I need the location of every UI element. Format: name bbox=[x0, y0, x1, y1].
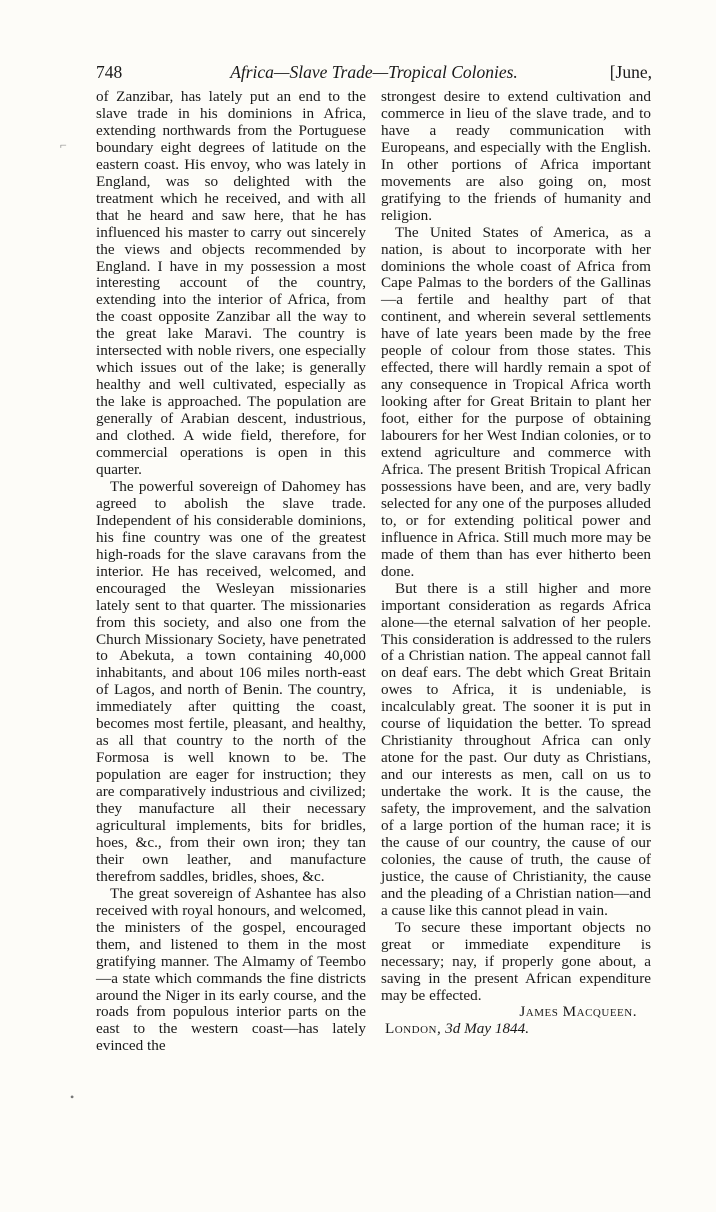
paragraph-expenditure: To secure these important objects no great or immediate expenditure is necessary; nay, if properly gone about, a saving in the present African expenditure may be effected. bbox=[381, 918, 651, 1004]
dateline-date: 3d May 1844. bbox=[445, 1020, 530, 1038]
paragraph-continuation: strongest desire to extend cultivation and commerce in lieu of the slave trade, and to have a ready communication with Europeans, and especially with the English. In other portions of Africa important movements are also going on, most gratifying to the friends of humanity and religion. bbox=[381, 88, 651, 224]
left-column bbox=[96, 89, 366, 1055]
header-month: [June, bbox=[609, 62, 652, 82]
dateline-place: London, bbox=[385, 1020, 442, 1038]
page-header bbox=[96, 62, 652, 86]
margin-bullet: • bbox=[70, 1090, 75, 1104]
running-title: Africa—Slave Trade—Tropical Colonies. bbox=[230, 62, 518, 82]
page-number: 748 bbox=[96, 62, 123, 82]
dateline bbox=[381, 1021, 651, 1038]
right-column bbox=[381, 89, 651, 1038]
author-signature: James Macqueen. bbox=[519, 1003, 637, 1021]
paragraph-salvation: But there is a still higher and more important consideration as regards Africa alone—the eternal salvation of her people. This consideration is addressed to the rulers of a Christian nation. The appeal cannot fall on deaf ears. The debt which Great Britain owes to Africa, it is undeniable, is incalculably great. The sooner it is put in course of liquidation the better. To spread Christianity throughout Africa can only atone for the past. Our duty as Christians, and our interests as men, call on us to undertake the work. It is the cause, the safety, the improvement, and the salvation of a large portion of the human race; it is the cause of our country, the cause of our colonies, the cause of truth, the cause of justice, the cause of Christianity, the cause and the pleading of a Christian nation—and a cause like this cannot plead in vain. bbox=[381, 579, 651, 919]
paragraph-zanzibar: of Zanzibar, has lately put an end to the slave trade in his dominions in Africa, extending northwards from the Portuguese boundary eight degrees of latitude on the eastern coast. His envoy, who was lately in England, was so delighted with the treatment which he received, and with all that he heard and saw here, that he has influenced his master to carry out sincerely the views and objects recommended by England. I have in my possession a most interesting account of the country, extending into the interior of Africa, from the coast opposite Zanzibar all the way to the great lake Maravi. The country is intersected with noble rivers, one especially which issues out of the lake; is generally healthy and well cultivated, especially as the lake is approached. The population are generally of Arabian descent, industrious, and clothed. A wide field, therefore, for commercial operations is open in this quarter. bbox=[96, 88, 366, 478]
margin-mark: ⌐ bbox=[60, 138, 67, 152]
paragraph-united-states: The United States of America, as a nation, is about to incorporate with her dominions the whole coast of Africa from Cape Palmas to the borders of the Gallinas—a fertile and healthy part of that continent, and wherein several settlements have of late years been made by the free people of colour from those states. This effected, there will hardly remain a spot of any consequence in Tropical Africa worth looking after for Great Britain to plant her foot, either for the purpose of obtaining labourers for her West Indian colonies, or to extend agriculture and commerce with Africa. The present British Tropical African possessions have been, and are, very badly selected for any one of the purposes alluded to, or for extending political power and influence in Africa. Still much more may be made of them than has ever hitherto been done. bbox=[381, 223, 651, 580]
paragraph-dahomey: The powerful sovereign of Dahomey has agreed to abolish the slave trade. Independent of his considerable dominions, his fine country was one of the greatest high-roads for the slave caravans from the interior. He has received, welcomed, and encouraged the Wesleyan missionaries lately sent to that quarter. The missionaries from this society, and also one from the Church Missionary Society, have penetrated to Abekuta, a town containing 40,000 inhabitants, and about 106 miles north-east of Lagos, and north of Benin. The country, immediately after quitting the coast, becomes most fertile, pleasant, and healthy, as all that country to the north of the Formosa is well known to be. The population are eager for instruction; they are comparatively industrious and civilized; they manufacture all their necessary agricultural implements, bits for bridles, hoes, &c., from their own iron; they tan their own leather, and manufacture therefrom saddles, bridles, shoes, &c. bbox=[96, 477, 366, 885]
paragraph-ashantee: The great sovereign of Ashantee has also received with royal honours, and welcomed, the ministers of the gospel, encouraged them, and listened to them in the most gratifying manner. The Almamy of Teembo—a state which commands the fine districts around the Niger in its early course, and the roads from populous interior parts on the east to the western coast—has lately evinced the bbox=[96, 884, 366, 1055]
